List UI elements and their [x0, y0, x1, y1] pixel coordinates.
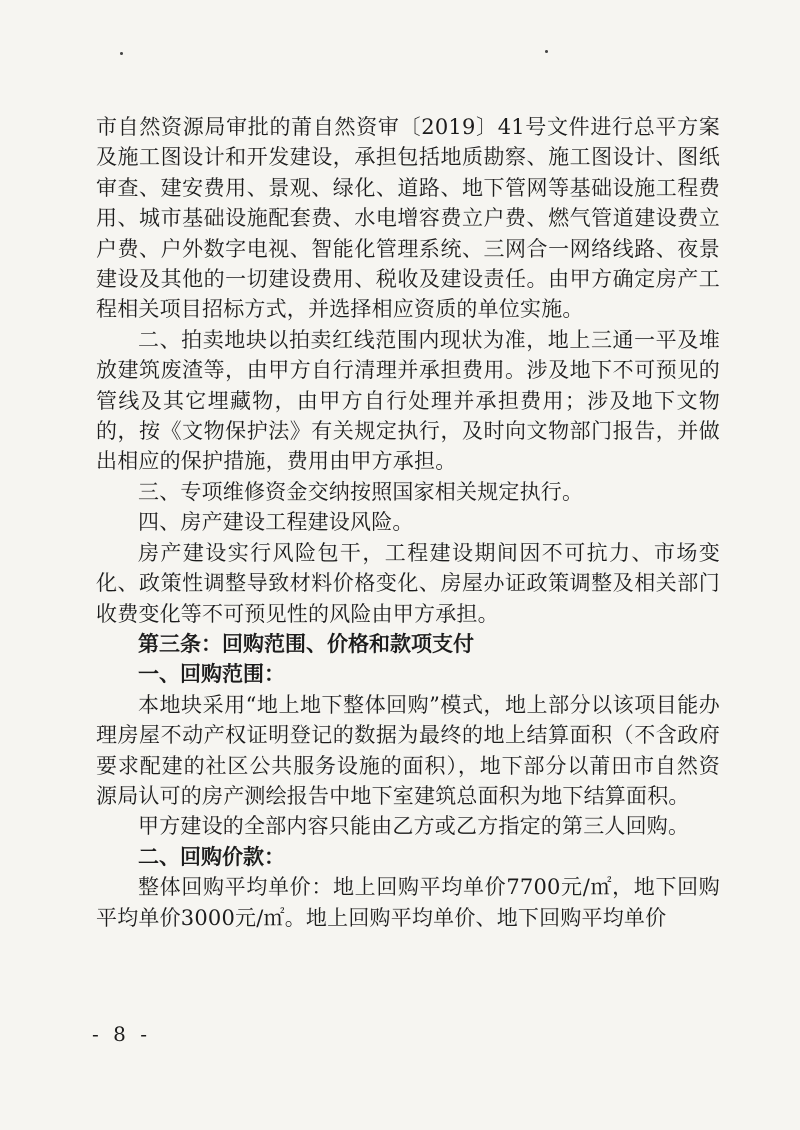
paragraph-unit-price: 整体回购平均单价：地上回购平均单价7700元/㎡，地下回购平均单价3000元/㎡。地上回购平均单价、地下回购平均单价	[96, 875, 720, 930]
paragraph-risk-detail: 房产建设实行风险包干，工程建设期间因不可抗力、市场变化、政策性调整导致材料价格变化、房屋办证政策调整及相关部门收费变化等不可预见性的风险由甲方承担。	[96, 540, 720, 626]
section-repurchase-scope-heading: 一、回购范围：	[138, 662, 285, 687]
scan-speck	[545, 50, 548, 53]
section-repurchase-price-heading: 二、回购价款：	[138, 844, 285, 869]
paragraph-risk-title: 四、房产建设工程建设风险。	[138, 510, 414, 535]
page-number: - 8 -	[92, 1022, 151, 1046]
paragraph-repurchase-mode: 本地块采用“地上地下整体回购”模式，地上部分以该项目能办理房屋不动产权证明登记的数据为最终的地上结算面积（不含政府要求配建的社区公共服务设施的面积），地下部分以莆田市自然资源局认可的房产测绘报告中地下室建筑总面积为地下结算面积。	[96, 692, 720, 808]
document-body	[96, 112, 720, 933]
article-three-heading: 第三条：回购范围、价格和款项支付	[138, 631, 474, 656]
paragraph-project-scope: 市自然资源局审批的莆自然资审〔2019〕41号文件进行总平方案及施工图设计和开发建设，承担包括地质勘察、施工图设计、图纸审查、建安费用、景观、绿化、道路、地下管网等基础设施工程费用、城市基础设施配套费、水电增容费立户费、燃气管道建设费立户费、户外数字电视、智能化管理系统、三网合一网络线路、夜景建设及其他的一切建设费用、税收及建设责任。由甲方确定房产工程相关项目招标方式，并选择相应资质的单位实施。	[96, 115, 720, 322]
scan-speck	[120, 52, 123, 55]
paragraph-maintenance-fund: 三、专项维修资金交纳按照国家相关规定执行。	[138, 479, 584, 504]
paragraph-site-clearance: 二、拍卖地块以拍卖红线范围内现状为准，地上三通一平及堆放建筑废渣等，由甲方自行清理并承担费用。涉及地下不可预见的管线及其它埋藏物，由甲方自行处理并承担费用；涉及地下文物的，按《文物保护法》有关规定执行，及时向文物部门报告，并做出相应的保护措施，费用由甲方承担。	[96, 327, 720, 474]
paragraph-repurchase-party: 甲方建设的全部内容只能由乙方或乙方指定的第三人回购。	[138, 814, 690, 839]
